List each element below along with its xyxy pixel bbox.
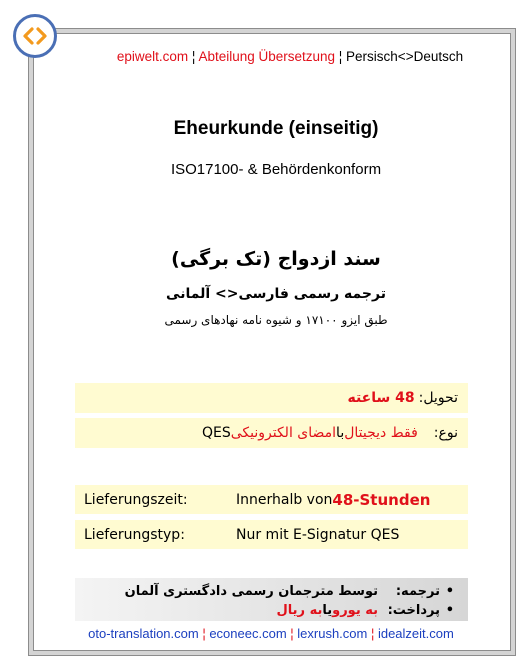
header-line <box>60 49 520 64</box>
delivery-box-de <box>75 485 468 514</box>
type-box-de <box>75 520 468 549</box>
type-value-digital-fa: فقط دیجیتال <box>344 425 418 441</box>
bullet-icon: • <box>445 603 454 618</box>
delivery-label-fa: تحویل: <box>418 390 458 406</box>
type-connector-fa: با <box>336 425 345 441</box>
footer-links <box>33 626 509 641</box>
type-value-de: Nur mit E-Signatur QES <box>236 526 400 543</box>
footer-link-idealzeit[interactable]: idealzeit.com <box>377 626 454 641</box>
site-link[interactable]: epiwelt.com <box>116 49 189 64</box>
separator: ¦ <box>188 49 199 64</box>
payment-connector-fa: یا <box>322 603 333 618</box>
list-item <box>75 601 454 620</box>
translation-label-fa: ترجمه: <box>395 584 440 599</box>
payment-rial-fa: به ریال <box>276 603 323 618</box>
list-item <box>75 582 454 601</box>
separator: ¦ <box>198 626 210 641</box>
separator: ¦ <box>335 49 347 64</box>
department-link[interactable]: Abteilung Übersetzung <box>198 49 336 64</box>
language-pair: Persisch<>Deutsch <box>346 49 464 64</box>
code-brackets-logo-icon <box>13 14 57 58</box>
delivery-box-fa <box>75 383 468 413</box>
separator: ¦ <box>367 626 378 641</box>
standard-note-fa: طبق ایزو ۱۷۱۰۰ و شیوه نامه نهادهای رسمی <box>164 313 388 327</box>
type-value-qes-fa: QES <box>201 425 231 441</box>
document-title-de: Eheurkunde (einseitig) <box>173 118 379 139</box>
translation-value-fa: توسط مترجمان رسمی دادگستری آلمان <box>124 584 378 599</box>
footer-link-lexrush[interactable]: lexrush.com <box>297 626 368 641</box>
payment-label-fa: پرداخت: <box>387 603 440 618</box>
type-label-de: Lieferungstyp: <box>84 526 185 543</box>
type-box-fa <box>75 418 468 448</box>
info-box-fa <box>75 578 468 621</box>
delivery-value-fa: 48 ساعته <box>347 390 415 406</box>
type-label-fa: نوع: <box>433 425 458 441</box>
separator: ¦ <box>286 626 298 641</box>
footer-link-econeec[interactable]: econeec.com <box>209 626 287 641</box>
delivery-prefix-de: Innerhalb von <box>236 491 333 508</box>
document-subtitle-fa: ترجمه رسمی فارسی<> آلمانی <box>166 286 386 302</box>
delivery-value-de: 48-Stunden <box>332 490 431 509</box>
document-title-fa: سند ازدواج (تک برگی) <box>171 248 381 270</box>
delivery-label-de: Lieferungszeit: <box>84 491 188 508</box>
document-subtitle-de: ISO17100- & Behördenkonform <box>170 161 382 178</box>
bullet-icon: • <box>445 584 454 599</box>
footer-link-oto[interactable]: oto-translation.com <box>88 626 199 641</box>
type-value-signature-fa: امضای الکترونیکی <box>230 425 337 441</box>
payment-euro-fa: به یورو <box>332 603 378 618</box>
